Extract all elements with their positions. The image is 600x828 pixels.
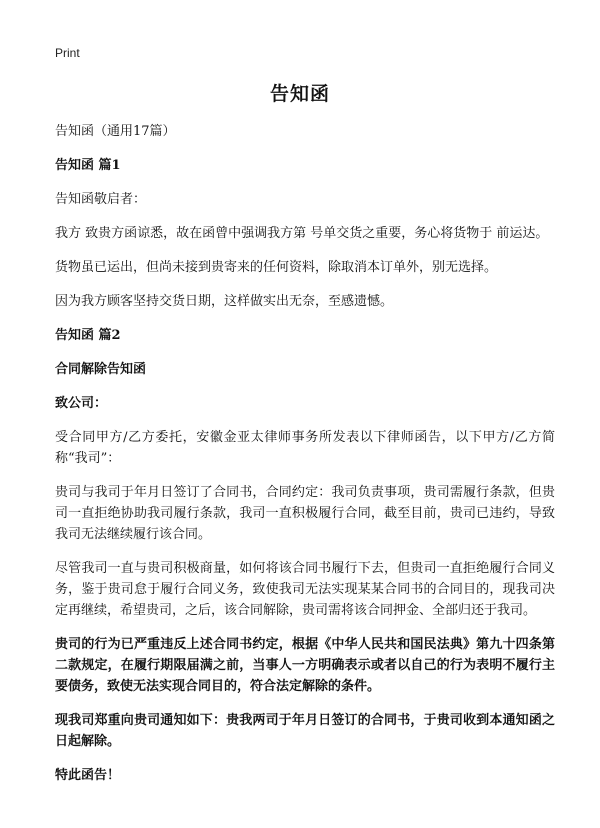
section-2-paragraph-2: 贵司与我司于年月日签订了合同书，合同约定：我司负责事项，贵司需履行条款，但贵司一直拒绝协助我司履行条款，我司一直积极履行合同，截至目前，贵司已违约，导致我司无法继续履行该合同。: [55, 485, 555, 542]
section-1-paragraph-3: 因为我方顾客坚持交货日期，这样做实出无奈，至感遗憾。: [55, 294, 394, 309]
document-body: [55, 121, 555, 799]
section-2-title: 合同解除告知函: [55, 362, 147, 377]
section-2-paragraph-5: 现我司郑重向贵司通知如下：贵我两司于年月日签订的合同书，于贵司收到本通知函之日起解除。: [55, 713, 555, 749]
print-label: Print: [55, 46, 80, 60]
section-2-paragraph-3: 尽管我司一直与贵司积极商量，如何将该合同书履行下去，但贵司一直拒绝履行合同义务，鉴于贵司怠于履行合同义务，致使我司无法实现某某合同书的合同目的，现我司决定再继续，希望贵司，之后，该合同解除，贵司需将该合同押金、全部归还于我司。: [55, 561, 555, 618]
section-2-heading: 告知函 篇2: [55, 328, 121, 343]
section-1-greeting: 告知函敬启者：: [55, 192, 147, 207]
section-1-paragraph-2: 货物虽已运出，但尚未接到贵寄来的任何资料，除取消本订单外，别无选择。: [55, 260, 498, 275]
section-2-salutation: 致公司：: [55, 396, 108, 411]
page-title: 告知函: [269, 83, 330, 105]
section-1-paragraph-1: 我方 致贵方函谅悉，故在函曾中强调我方第 号单交货之重要，务心将货物于 前运达。: [55, 226, 549, 241]
document-subtitle: 告知函（通用17篇）: [55, 124, 176, 139]
section-2-closing: 特此函告！: [55, 768, 121, 783]
section-2-paragraph-4: 贵司的行为已严重违反上述合同书约定，根据《中华人民共和国民法典》第九十四条第二款规定，在履行期限届满之前，当事人一方明确表示或者以自己的行为表明不履行主要债务，致使无法实现合同目的，符合法定解除的条件。: [55, 637, 555, 694]
section-1-heading: 告知函 篇1: [55, 158, 121, 173]
section-2-paragraph-1: 受合同甲方/乙方委托，安徽金亚太律师事务所发表以下律师函告，以下甲方/乙方简称“我司”：: [55, 430, 555, 466]
